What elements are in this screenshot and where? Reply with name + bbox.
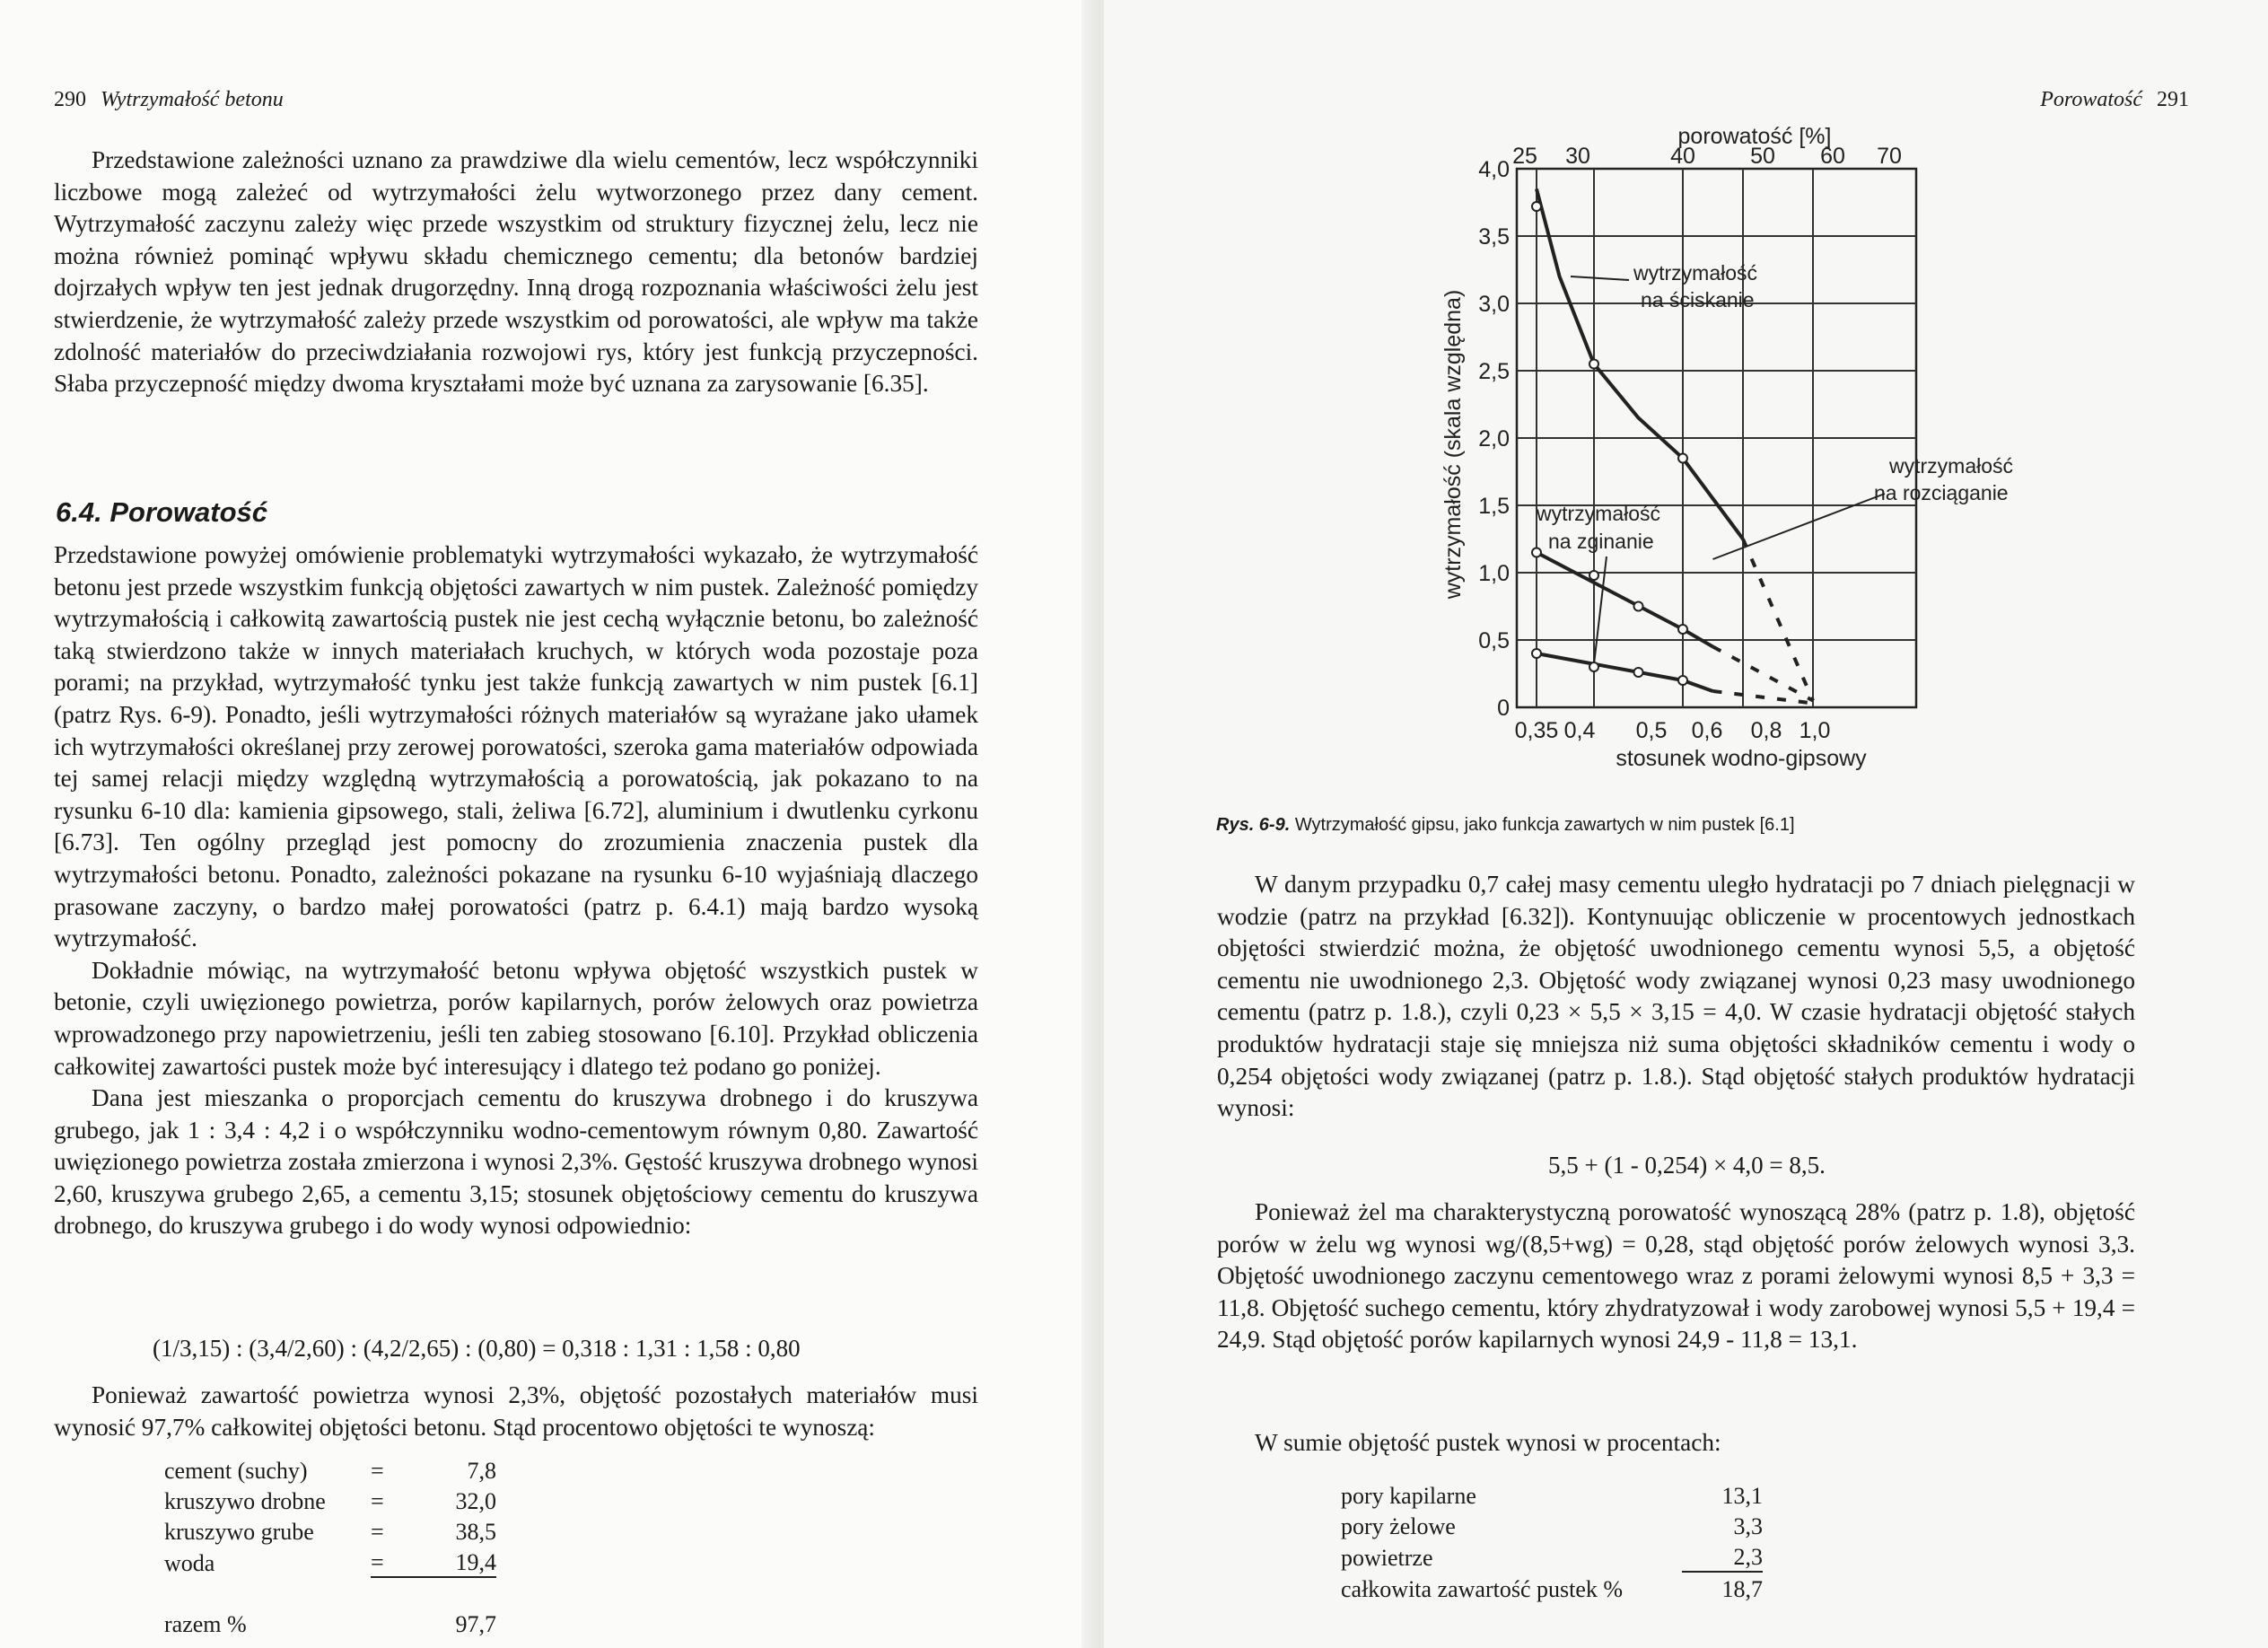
- top-tick-label: 70: [1877, 144, 1902, 169]
- data-point: [1678, 625, 1687, 634]
- left-equation: (1/3,15) : (3,4/2,60) : (4,2/2,65) : (0,80) = 0,318 : 1,31 : 1,58 : 0,80: [153, 1335, 801, 1362]
- row-eq: =: [371, 1458, 384, 1484]
- left-paragraph-3: Dokładnie mówiąc, na wytrzymałość betonu wpływa objętość wszystkich pustek w betonie, czyli uwięzionego powietrza, porów kapilarnych, porów żelowych oraz powietrza wprowadzonego przy napowietrzeniu, jeśli ten zabieg stosowano [6.10]. Przykład obliczenia całkowitej zawartości pustek może być interesujący i dlatego też podano go poniżej.: [54, 956, 978, 1080]
- data-point: [1589, 662, 1598, 671]
- row-value: 7,8: [467, 1458, 496, 1484]
- ann-flexure-2: na zginanie: [1548, 530, 1654, 553]
- total-label: całkowita zawartość pustek %: [1341, 1576, 1624, 1602]
- table-row: [164, 1454, 496, 1485]
- row-label: kruszywo grube: [164, 1519, 314, 1545]
- data-point: [1589, 360, 1598, 369]
- leader-tension: [1713, 494, 1886, 559]
- table-total-row: [1341, 1572, 1763, 1603]
- table-divider-row: [164, 1577, 496, 1608]
- table-row: [1341, 1540, 1763, 1572]
- total-label: razem %: [164, 1611, 247, 1637]
- row-value: 32,0: [455, 1488, 496, 1514]
- y-tick-label: 0: [1497, 696, 1510, 721]
- y-tick-label: 3,0: [1478, 292, 1510, 317]
- data-point: [1589, 571, 1598, 580]
- top-axis-title: porowatość [%]: [1677, 124, 1832, 149]
- table-row: [164, 1485, 496, 1515]
- right-paragraph-2: Ponieważ żel ma charakterystyczną porowatość wynoszącą 28% (patrz p. 1.8), objętość porów w żelu wg wynosi wg/(8,5+wg) = 0,28, stąd objętość porów żelowych wynosi 3,3. Objętość uwodnionego zaczynu cementowego wraz z porami żelowymi wynosi 8,5 + 3,3 = 11,8. Objętość suchego cementu, który zhydratyzował i wody zarobowej wynosi 5,5 + 19,4 = 24,9. Stąd objętość porów kapilarnych wynosi 24,9 - 11,8 = 13,1.: [1217, 1198, 2135, 1354]
- row-value: 19,4: [455, 1549, 496, 1575]
- data-point: [1678, 676, 1687, 685]
- x-tick-label: 0,8: [1750, 718, 1782, 743]
- right-para-2-block: [1217, 1197, 2135, 1356]
- left-volume-table: [164, 1454, 496, 1638]
- left-page: [0, 0, 1104, 1648]
- top-tick-label: 30: [1565, 144, 1590, 169]
- series-line-flexure-dashed: [1713, 691, 1814, 704]
- row-value: 3,3: [1733, 1513, 1763, 1539]
- x-tick-label: 1,0: [1799, 718, 1831, 743]
- total-value: 18,7: [1721, 1576, 1763, 1602]
- data-point: [1532, 202, 1541, 211]
- ann-compression-2: na ściskanie: [1641, 288, 1755, 311]
- section-heading: 6.4. Porowatość: [56, 496, 268, 528]
- y-tick-label: 0,5: [1478, 628, 1510, 653]
- caption-label: Rys. 6-9.: [1216, 815, 1291, 835]
- right-pores-table: [1341, 1479, 1763, 1603]
- left-running-title: Wytrzymałość betonu: [101, 88, 284, 111]
- left-body-block: [54, 539, 978, 1242]
- y-tick-label: 1,0: [1478, 561, 1510, 586]
- row-label: powietrze: [1341, 1545, 1433, 1571]
- top-tick-label: 50: [1750, 144, 1775, 169]
- right-page-number: 291: [2157, 88, 2189, 111]
- data-point: [1678, 454, 1687, 463]
- row-value: 13,1: [1721, 1483, 1763, 1509]
- table-total-row: [164, 1608, 496, 1638]
- x-tick-label: 0,4: [1563, 718, 1596, 743]
- row-label: woda: [164, 1550, 215, 1576]
- row-label: pory kapilarne: [1341, 1483, 1476, 1509]
- x-tick-label: 0,6: [1691, 718, 1723, 743]
- right-running-title: Porowatość: [2040, 88, 2142, 111]
- series-line-compression-dashed: [1743, 539, 1813, 701]
- row-value: 38,5: [455, 1519, 496, 1545]
- row-eq: =: [371, 1549, 384, 1575]
- top-tick-label: 60: [1820, 144, 1845, 169]
- chart-figure: [1409, 117, 2091, 799]
- row-label: pory żelowe: [1341, 1513, 1456, 1539]
- right-equation: 5,5 + (1 - 0,254) × 4,0 = 8,5.: [1548, 1152, 1826, 1179]
- leader-compression: [1571, 276, 1629, 280]
- ann-tension-2: na rozciąganie: [1874, 481, 2009, 504]
- data-point: [1532, 649, 1541, 658]
- right-paragraph-1: W danym przypadku 0,7 całej masy cementu uległo hydratacji po 7 dniach pielęgnacji w wodzie (patrz na przykład [6.32]). Kontynuując obliczenie w procentowych jednostkach objętości stwierdzić można, że objętość uwodnionego cementu wynosi 5,5, a objętość cementu nie uwodnionego 2,3. Objętość wody związanej wynosi 0,23 masy uwodnionego cementu (patrz p. 1.8.), czyli 0,23 × 5,5 × 3,15 = 4,0. W czasie hydratacji objętość stałych produktów hydratacji staje się mniejsza niż suma objętości składników cementu i wody o 0,254 objętości wody związanej (patrz p. 1.8.). Stąd objętość stałych produktów hydratacji wynosi:: [1217, 871, 2135, 1122]
- right-para-1-block: [1217, 869, 2135, 1125]
- x-tick-label: 0,5: [1635, 718, 1668, 743]
- row-eq: =: [371, 1519, 384, 1545]
- table-row: [1341, 1479, 1763, 1510]
- y-tick-label: 1,5: [1478, 494, 1510, 519]
- table-row: [164, 1546, 496, 1577]
- total-value: 97,7: [455, 1611, 496, 1637]
- row-value: 2,3: [1682, 1540, 1763, 1572]
- left-para-5-block: [54, 1380, 978, 1443]
- right-para-3-block: [1217, 1427, 2135, 1460]
- y-tick-label: 2,5: [1478, 359, 1510, 384]
- left-paragraph-4: Dana jest mieszanka o proporcjach cementu do kruszywa drobnego i do kruszywa grubego, jak 1 : 3,4 : 4,2 i o współczynniku wodno-cementowym równym 0,80. Zawartość uwięzionego powietrza została zmierzona i wynosi 2,3%. Gęstość kruszywa drobnego wynosi 2,60, kruszywa grubego 2,65, a cementu 3,15; stosunek objętościowy cementu do kruszywa drobnego, do kruszywa grubego i do wody wynosi odpowiednio:: [54, 1084, 978, 1240]
- data-point: [1532, 548, 1541, 557]
- y-tick-label: 4,0: [1478, 157, 1510, 182]
- right-running-head: [2040, 88, 2189, 112]
- left-paragraph-2: Przedstawione powyżej omówienie problematyki wytrzymałości wykazało, że wytrzymałość betonu jest przede wszystkim funkcją objętości zawartych w nim pustek. Zależność pomiędzy wytrzymałością i całkowitą zawartością pustek nie jest cechą wyłącznie betonu, bo zależność taką stwierdzono także w innych materiałach kruchych, w których woda pozostaje poza porami; na przykład, wytrzymałość tynku jest także funkcją zawartych w nim pustek [6.1] (patrz Rys. 6-9). Ponadto, jeśli wytrzymałości różnych materiałów są wyrażane jako ułamek ich wytrzymałości określanej przy zerowej porowatości, szeroka gama materiałów odpowiada tej samej relacji między względną wytrzymałością a porowatością, jak pokazano to na rysunku 6-10 dla: kamienia gipsowego, stali, żeliwa [6.72], aluminium i dwutlenku cyrkonu [6.73]. Ten ogólny przegląd jest pomocny do zrozumienia znaczenia pustek dla wytrzymałości betonu. Ponadto, zależności pokazane na rysunku 6-10 wyjaśniają dlaczego prasowane zaczyny, o bardzo małej porowatości (patrz p. 6.4.1) mają bardzo wysoką wytrzymałość.: [54, 541, 978, 952]
- table-row: [164, 1515, 496, 1546]
- series-line-flexure: [1537, 653, 1713, 691]
- row-eq: =: [371, 1488, 384, 1514]
- left-paragraph-5: Ponieważ zawartość powietrza wynosi 2,3%, objętość pozostałych materiałów musi wynosić 97,7% całkowitej objętości betonu. Stąd procentowo objętości te wynoszą:: [54, 1381, 978, 1441]
- left-page-number: 290: [54, 88, 86, 111]
- right-paragraph-3: W sumie objętość pustek wynosi w procentach:: [1255, 1429, 1721, 1456]
- row-label: cement (suchy): [164, 1458, 308, 1484]
- ann-flexure-1: wytrzymałość: [1537, 502, 1661, 525]
- left-para-1-block: [54, 145, 978, 400]
- left-running-head: [54, 88, 284, 112]
- y-tick-label: 3,5: [1478, 224, 1510, 250]
- data-point: [1634, 602, 1643, 611]
- top-tick-label: 40: [1670, 144, 1695, 169]
- x-axis-title: stosunek wodno-gipsowy: [1616, 746, 1867, 771]
- y-axis-title: wytrzymałość (skala względna): [1440, 289, 1466, 600]
- series-line-compression: [1537, 189, 1743, 539]
- data-point: [1634, 668, 1643, 677]
- caption-text: Wytrzymałość gipsu, jako funkcja zawartych w nim pustek [6.1]: [1294, 815, 1795, 835]
- figure-caption: [1216, 815, 1795, 836]
- left-paragraph-1: Przedstawione zależności uznano za prawdziwe dla wielu cementów, lecz współczynniki liczbowe mogą zależeć od wytrzymałości żelu wytworzonego przez dany cement. Wytrzymałość zaczynu zależy więc przede wszystkim od struktury fizycznej żelu, lecz nie można również pominąć wpływu składu chemicznego cementu; dla betonów bardziej dojrzałych wpływ ten jest jednak drugorzędny. Inną drogą rozpoznania właściwości żelu jest stwierdzenie, że wytrzymałość zależy przede wszystkim od porowatości, ale wpływ ma także zdolność materiałów do przeciwdziałania rozwojowi rys, który jest funkcją przyczepności. Słaba przyczepność między dwoma kryształami może być uznana za zarysowanie [6.35].: [54, 146, 978, 398]
- row-label: kruszywo drobne: [164, 1488, 326, 1514]
- ann-compression-1: wytrzymałość: [1633, 261, 1758, 285]
- ann-tension-1: wytrzymałość: [1889, 454, 2014, 478]
- top-tick-label: 25: [1512, 144, 1537, 169]
- table-row: [1341, 1510, 1763, 1540]
- x-tick-label: 0,35: [1514, 718, 1559, 743]
- y-tick-label: 2,0: [1478, 426, 1510, 451]
- series-line-tension-dashed: [1713, 647, 1814, 701]
